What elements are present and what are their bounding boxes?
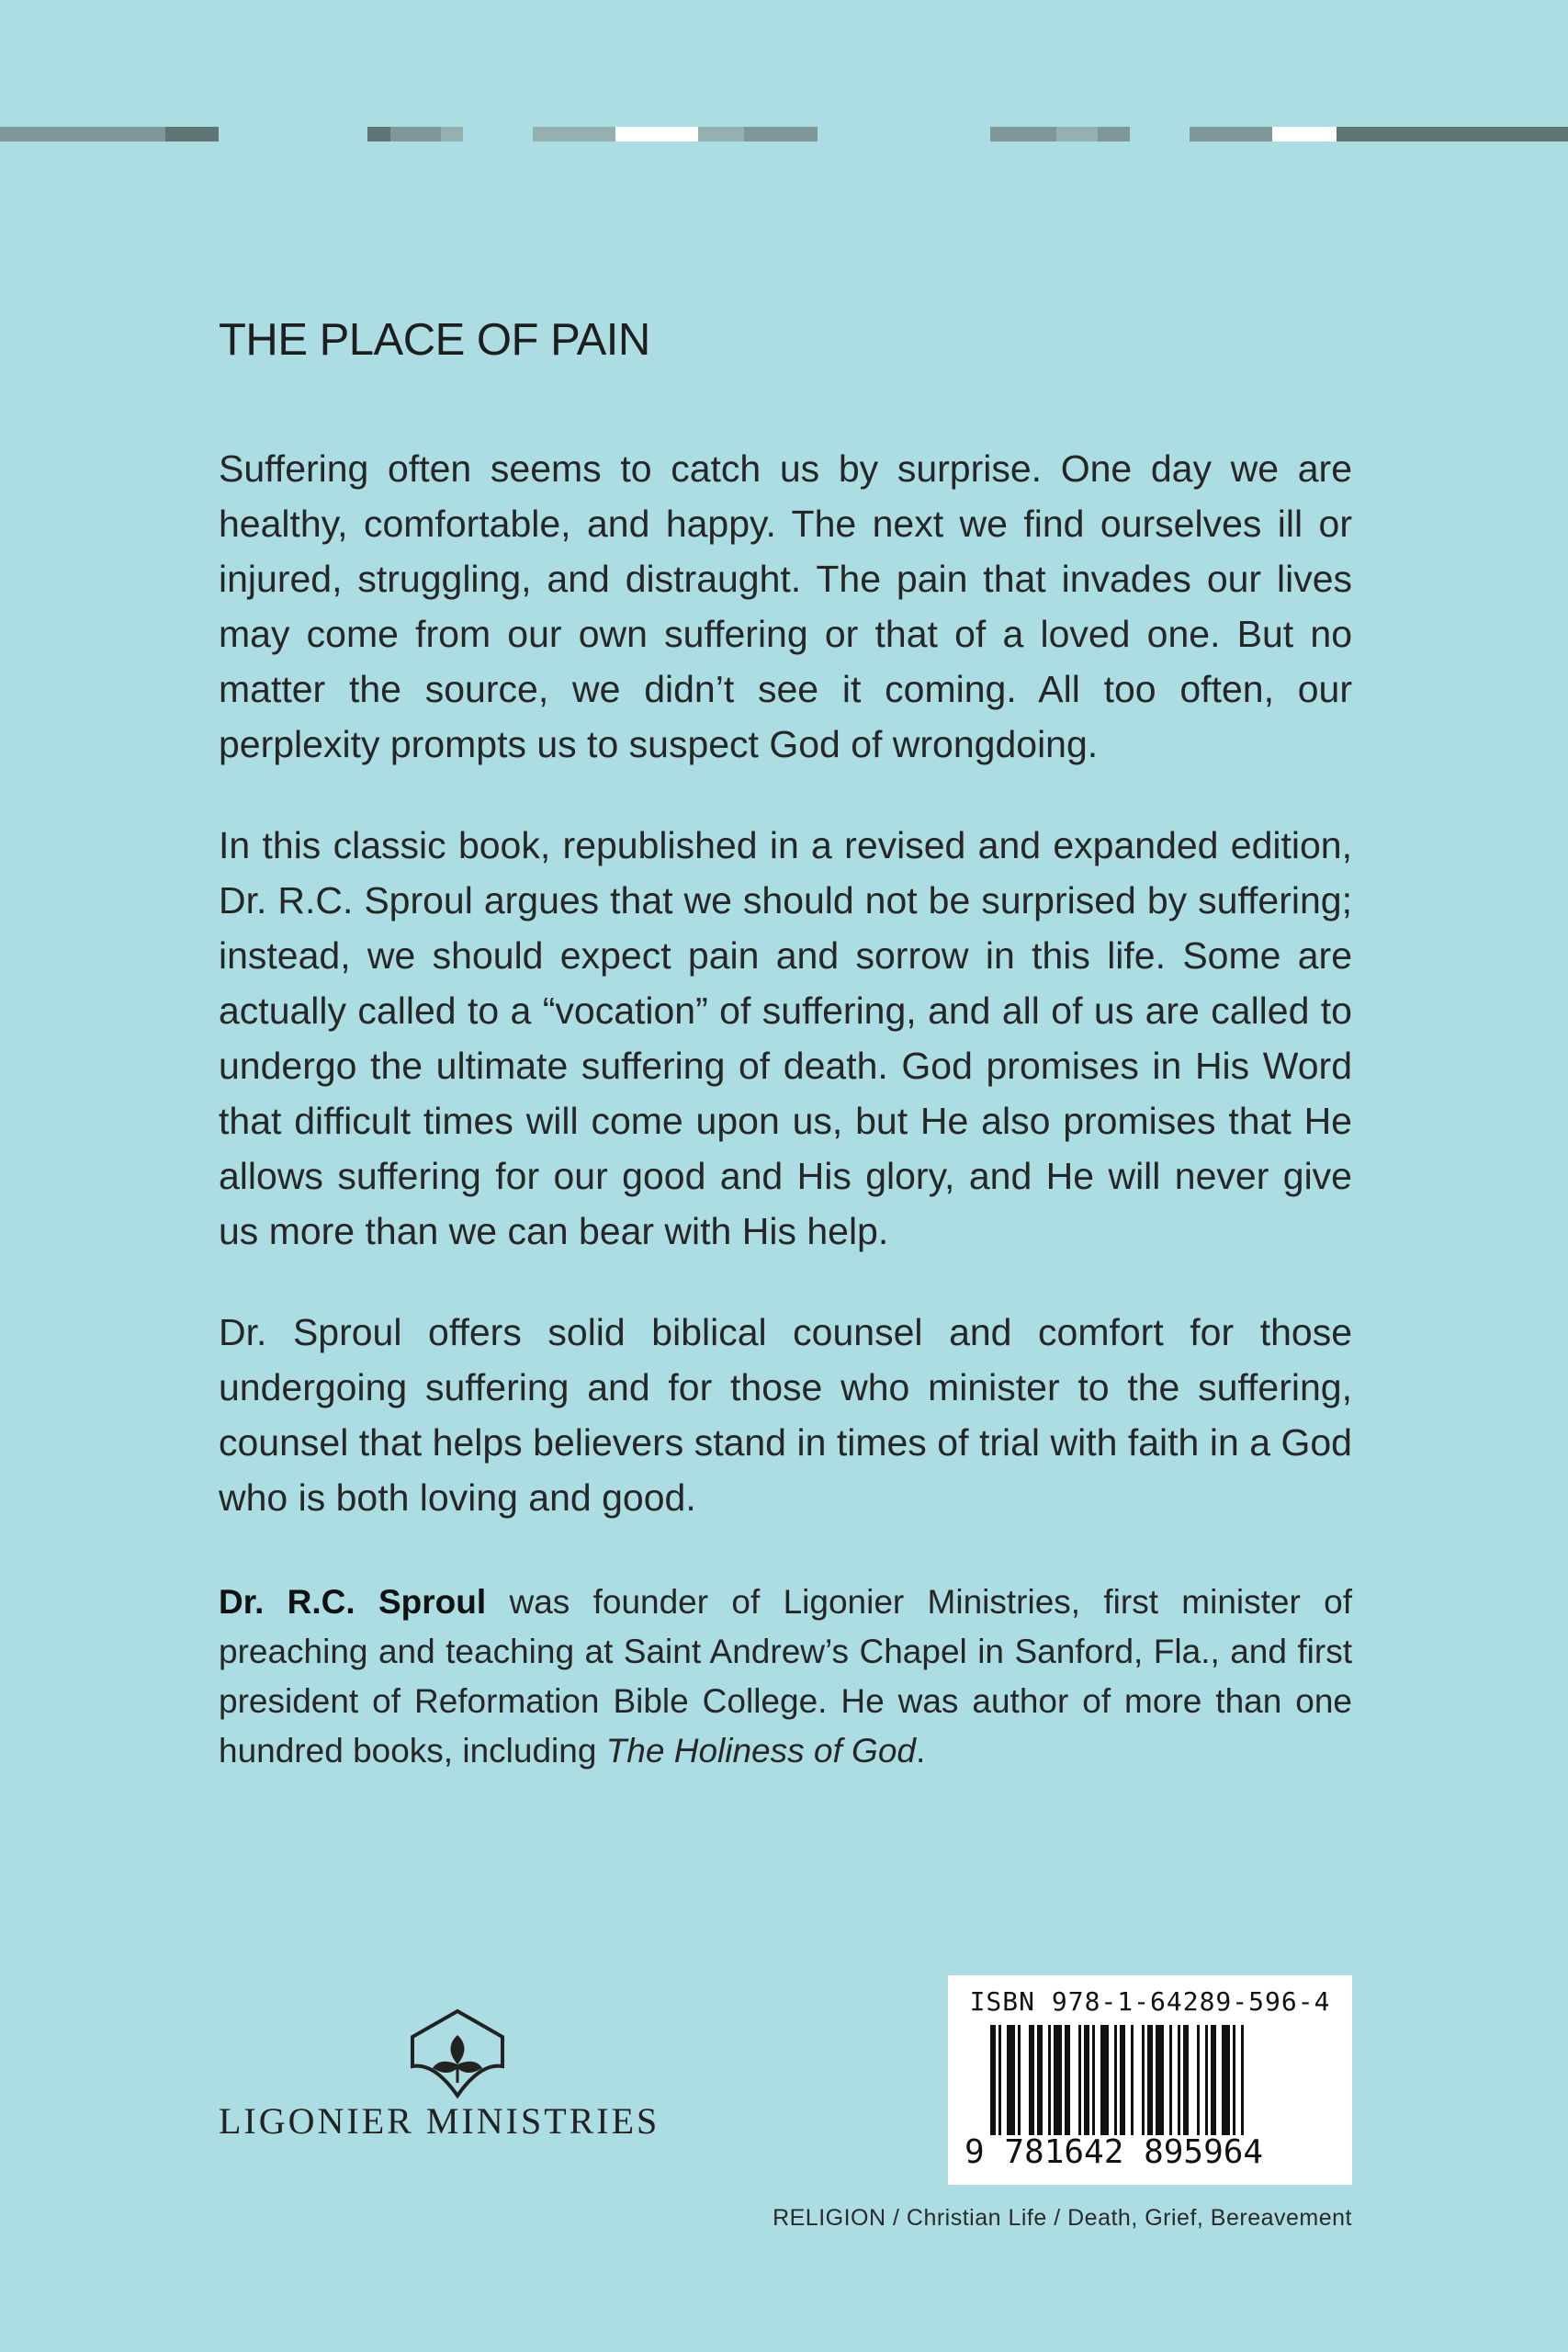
barcode-bar [1241, 2025, 1244, 2135]
barcode-bar [1018, 2025, 1021, 2135]
barcode-bar [1169, 2025, 1172, 2135]
barcode-bar [1156, 2025, 1164, 2135]
stripe-segment [698, 127, 744, 141]
stripe-segment [1190, 127, 1272, 141]
barcode-bar [1048, 2025, 1051, 2135]
stripe-segment [1337, 127, 1568, 141]
barcode-bar [1092, 2025, 1095, 2135]
description-paragraph-1: Suffering often seems to catch us by surprise. One day we are healthy, comfortable, and happy. The next we find ourselves ill or injured, struggling, and distraught. The pain that invades our lives may come from our own suffering or that of a loved one. But no matter the source, we didn’t see it coming. All too often, our perplexity prompts us to suspect God of wrongdoing. [219, 447, 1352, 765]
author-bio-end: . [916, 1732, 926, 1770]
barcode-bar [1037, 2025, 1043, 2135]
barcode-bar [998, 2025, 1001, 2135]
stripe-segment [390, 127, 441, 141]
stripe-segment [165, 127, 219, 141]
barcode-bar [1205, 2025, 1208, 2135]
barcode-bar [1007, 2025, 1015, 2135]
barcode-bar [1054, 2025, 1062, 2135]
barcode-bar [1142, 2025, 1145, 2135]
barcode-bar [1131, 2025, 1134, 2135]
description-paragraph-2: In this classic book, republished in a revised and expanded edition, Dr. R.C. Sproul argues that we should not be surprised by suffering; instead, we should expect pain and sorrow in this life. Some are actually called to a “vocation” of suffering, and all of us are called to undergo the ultimate suffering of death. God promises in His Word that difficult times will come upon us, but He also promises that He allows suffering for our good and His glory, and He will never give us more than we can bear with His help. [219, 824, 1352, 1252]
stripe-segment [367, 127, 390, 141]
barcode [948, 1975, 1352, 2185]
barcode-bar [1120, 2025, 1125, 2135]
isbn-label: ISBN 978-1-64289-596-4 [969, 1986, 1331, 2017]
stripe-segment [533, 127, 615, 141]
stripe-segment [615, 127, 698, 141]
category-label: RELIGION / Christian Life / Death, Grief, Bereavement [773, 2205, 1352, 2231]
barcode-bar [1100, 2025, 1109, 2135]
stripe-segment [744, 127, 818, 141]
author-bio-text: was founder of Ligonier Ministries, first minister of preaching and teaching at Saint Andrew’s Chapel in Sanford, Fla., and first president of Reformation Bible College. He was author of more than one hundred books, including [219, 1583, 1352, 1770]
stripe-segment [1272, 127, 1337, 141]
author-name: Dr. R.C. Sproul [219, 1583, 487, 1621]
barcode-digits: 9 781642 895964 [964, 2133, 1264, 2171]
author-bio [219, 1577, 1352, 1776]
barcode-bar [1211, 2025, 1216, 2135]
barcode-bar [1147, 2025, 1153, 2135]
barcode-bar [1178, 2025, 1180, 2135]
book-heading: THE PLACE OF PAIN [219, 315, 650, 365]
barcode-bar [1114, 2025, 1117, 2135]
barcode-bar [1029, 2025, 1034, 2135]
stripe-segment [990, 127, 1056, 141]
author-book-title: The Holiness of God [605, 1732, 916, 1770]
barcode-bar [1078, 2025, 1081, 2135]
stripe-segment [0, 127, 165, 141]
barcode-bar [1065, 2025, 1070, 2135]
barcode-bar [1233, 2025, 1235, 2135]
stripe-segment [1098, 127, 1130, 141]
stripe-segment [441, 127, 463, 141]
publisher-logo [219, 2007, 696, 2154]
barcode-bar [1222, 2025, 1230, 2135]
decorative-stripe-band [0, 127, 1568, 141]
publisher-name: LIGONIER MINISTRIES [219, 2100, 660, 2142]
ligonier-leaf-icon [407, 2007, 508, 2099]
barcode-bar [990, 2025, 996, 2135]
barcode-bar [1197, 2025, 1200, 2135]
description-paragraph-3: Dr. Sproul offers solid biblical counsel and comfort for those undergoing suffering and for those who minister to the suffering, counsel that helps believers stand in times of trial with faith in a God who is both loving and good. [219, 1311, 1352, 1519]
barcode-bar [1183, 2025, 1189, 2135]
barcode-bars [990, 2025, 1312, 2135]
barcode-bar [1084, 2025, 1089, 2135]
stripe-segment [1056, 127, 1098, 141]
